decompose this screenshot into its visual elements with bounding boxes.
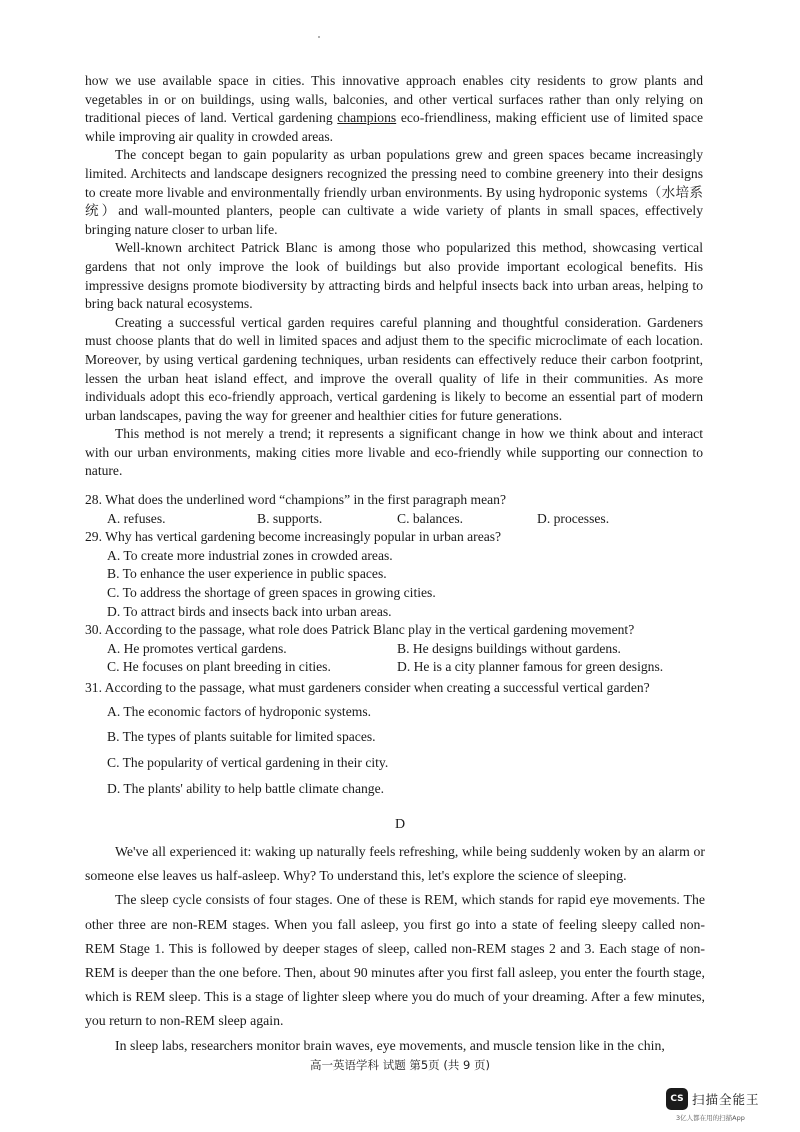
passage-c-paragraph-1: how we use available space in cities. This innovative approach enables city residents to grow plants and vegetables in or on buildings, using walls, balconies, and other vertical surfaces rather than only relying on traditional pieces of land. Vertical gardening champions eco-friendliness, making efficient use of limited space while improving air quality in crowded areas. <box>85 73 703 144</box>
question-28 <box>85 491 703 528</box>
option-c: C. balances. <box>397 510 464 526</box>
option-b: B. The types of plants suitable for limited spaces. <box>107 729 376 745</box>
options-row <box>85 658 703 677</box>
option-b: B. supports. <box>257 510 323 526</box>
watermark-title: 扫描全能王 <box>692 1092 760 1107</box>
passage-c-paragraph-3: Well-known architect Patrick Blanc is among those who popularized this method, showcasing vertical gardens that not only improve the look of buildings but also provide important ecological benefits. His impressive designs promote biodiversity by attracting birds and helpful insects back into urban areas, helping to bring back natural ecosystems. <box>85 240 703 312</box>
option-d: D. He is a city planner famous for green designs. <box>397 659 664 675</box>
question-list <box>85 491 703 800</box>
passage-c-paragraph-2: The concept began to gain popularity as urban populations grew and green spaces became increasingly limited. Architects and landscape designers recognized the pressing need to combine greenery into their designs to create more livable and environmentally friendly urban environments. By using hydroponic systems（水培系统）and wall-mounted planters, people can cultivate a wide variety of plants in small spaces, effectively bringing nature closer to urban life. <box>85 147 703 237</box>
question-31 <box>85 679 703 800</box>
options-row <box>85 510 703 529</box>
passage-d-paragraph-1: We've all experienced it: waking up naturally feels refreshing, while being suddenly woken by an alarm or someone else leaves us half-asleep. Why? To understand this, let's explore the science of sleeping. <box>85 844 705 884</box>
scan-speck <box>318 36 320 38</box>
option-d: D. The plants' ability to help battle climate change. <box>107 780 385 796</box>
option-a: A. To create more industrial zones in crowded areas. <box>107 547 393 563</box>
passage-c-paragraph-5: This method is not merely a trend; it represents a significant change in how we think about and interact with our urban environments, making cities more livable and eco-friendly while supporting our connection to nature. <box>85 426 703 479</box>
option-d: D. To attract birds and insects back into urban areas. <box>107 603 392 619</box>
question-stem: 30. According to the passage, what role does Patrick Blanc play in the vertical gardening movement? <box>85 622 635 638</box>
passage-d <box>85 840 705 1058</box>
scanner-watermark <box>666 1088 786 1124</box>
options-row <box>85 640 703 659</box>
question-stem: 31. According to the passage, what must gardeners consider when creating a successful vertical garden? <box>85 679 650 695</box>
option-a: A. He promotes vertical gardens. <box>107 640 287 656</box>
passage-c <box>85 72 703 481</box>
question-stem: 29. Why has vertical gardening become increasingly popular in urban areas? <box>85 529 502 545</box>
passage-c-paragraph-4: Creating a successful vertical garden requires careful planning and thoughtful consideration. Gardeners must choose plants that do well in limited spaces and adjust them to the specific microclimate of each location. Moreover, by using vertical gardening techniques, urban residents can effectively reduce their carbon footprint, lessen the urban heat island effect, and improve the overall quality of life in their communities. As more individuals adopt this eco-friendly approach, vertical gardening is likely to become an essential part of modern urban landscapes, paving the way for greener and healthier cities for future generations. <box>85 314 703 423</box>
watermark-subtitle: 3亿人都在用的扫描App <box>676 1114 745 1122</box>
section-heading: D <box>394 817 406 832</box>
passage-d-paragraph-3: In sleep labs, researchers monitor brain waves, eye movements, and muscle tension like in the chin, <box>115 1037 665 1053</box>
question-30 <box>85 621 703 677</box>
option-a: A. refuses. <box>107 510 166 526</box>
page-footer: 高一英语学科 试题 第5页 (共 9 页) <box>310 1058 490 1072</box>
option-b: B. To enhance the user experience in public spaces. <box>107 566 387 582</box>
option-a: A. The economic factors of hydroponic systems. <box>107 703 372 719</box>
question-29 <box>85 528 703 621</box>
underlined-keyword: champions <box>337 110 397 126</box>
option-c: C. The popularity of vertical gardening in their city. <box>107 754 389 770</box>
option-c: C. He focuses on plant breeding in cities. <box>107 659 331 675</box>
question-stem: 28. What does the underlined word “champions” in the first paragraph mean? <box>85 492 507 507</box>
passage-d-paragraph-2: The sleep cycle consists of four stages. One of these is REM, which stands for rapid eye movements. The other three are non-REM stages. When you fall asleep, you first go into a state of feeling sleepy called non-REM Stage 1. This is followed by deeper stages of sleep, called non-REM stages 2 and 3. Each stage of non-REM is deeper than the one before. Then, about 90 minutes after you first fall asleep, you enter the fourth stage, which is REM sleep. This is a stage of lighter sleep where you do much of your dreaming. After a few minutes, you return to non-REM sleep again. <box>85 892 705 1029</box>
option-b: B. He designs buildings without gardens. <box>397 640 621 656</box>
camscanner-logo-icon: CS <box>666 1088 688 1110</box>
option-c: C. To address the shortage of green spaces in growing cities. <box>107 584 436 600</box>
option-d: D. processes. <box>537 510 610 526</box>
